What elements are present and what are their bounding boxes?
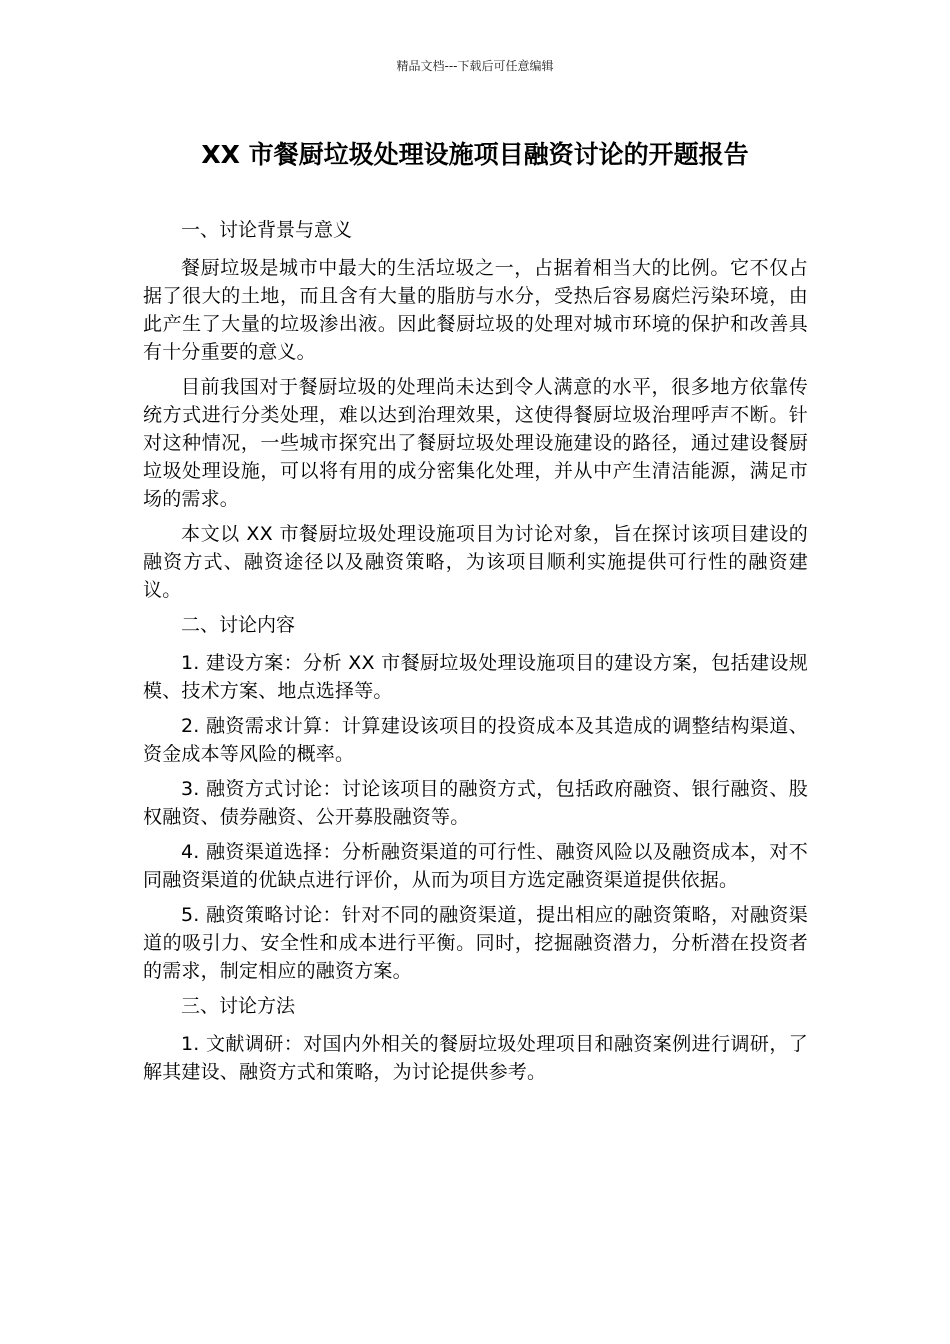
header-note: 精品文档---下载后可任意编辑 (396, 59, 554, 73)
section-heading-background: 一、讨论背景与意义 (181, 219, 353, 241)
paragraph-background-3: 本文以 XX 市餐厨垃圾处理设施项目为讨论对象，旨在探讨该项目建设的融资方式、融资途径以及融资策略，为该项目顺利实施提供可行性的融资建议。 (143, 523, 808, 601)
document-body (143, 216, 808, 1093)
list-item-financing-demand: 2. 融资需求计算：计算建设该项目的投资成本及其造成的调整结构渠道、资金成本等风险的概率。 (143, 715, 808, 765)
list-item-financing-strategy: 5. 融资策略讨论：针对不同的融资渠道，提出相应的融资策略，对融资渠道的吸引力、安全性和成本进行平衡。同时，挖掘融资潜力，分析潜在投资者的需求，制定相应的融资方案。 (143, 904, 808, 982)
list-item-financing-methods: 3. 融资方式讨论：讨论该项目的融资方式，包括政府融资、银行融资、股权融资、债券融资、公开募股融资等。 (143, 778, 808, 828)
paragraph-background-1: 餐厨垃圾是城市中最大的生活垃圾之一，占据着相当大的比例。它不仅占据了很大的土地，而且含有大量的脂肪与水分，受热后容易腐烂污染环境，由此产生了大量的垃圾渗出液。因此餐厨垃圾的处理对城市环境的保护和改善具有十分重要的意义。 (143, 257, 808, 363)
list-item-financing-channels: 4. 融资渠道选择：分析融资渠道的可行性、融资风险以及融资成本，对不同融资渠道的优缺点进行评价，从而为项目方选定融资渠道提供依据。 (143, 841, 808, 891)
paragraph-background-2: 目前我国对于餐厨垃圾的处理尚未达到令人满意的水平，很多地方依靠传统方式进行分类处理，难以达到治理效果，这使得餐厨垃圾治理呼声不断。针对这种情况，一些城市探究出了餐厨垃圾处理设施建设的路径，通过建设餐厨垃圾处理设施，可以将有用的成分密集化处理，并从中产生清洁能源，满足市场的需求。 (143, 376, 808, 510)
list-item-literature-review: 1. 文献调研：对国内外相关的餐厨垃圾处理项目和融资案例进行调研，了解其建设、融资方式和策略，为讨论提供参考。 (143, 1033, 808, 1083)
section-heading-methods: 三、讨论方法 (181, 995, 296, 1017)
section-heading-content: 二、讨论内容 (181, 614, 296, 636)
document-title: XX 市餐厨垃圾处理设施项目融资讨论的开题报告 (201, 140, 749, 169)
list-item-construction-plan: 1. 建设方案：分析 XX 市餐厨垃圾处理设施项目的建设方案，包括建设规模、技术方案、地点选择等。 (143, 652, 808, 702)
